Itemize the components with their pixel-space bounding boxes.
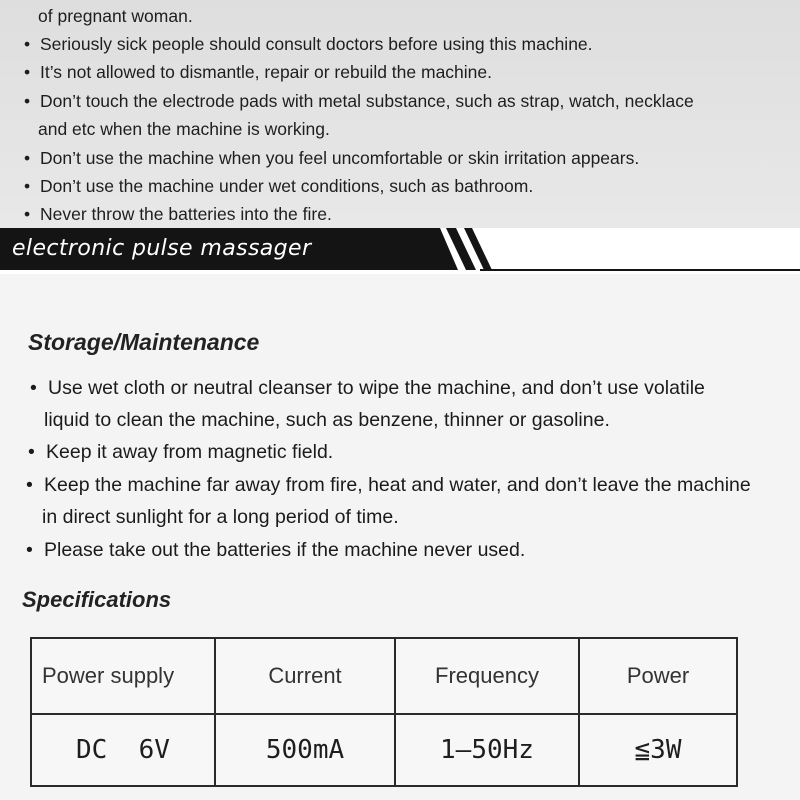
list-item: • Don’t use the machine when you feel uncomfortable or skin irritation appears. xyxy=(40,147,639,169)
banner-stripes-decoration xyxy=(420,228,800,274)
list-item: • Don’t use the machine under wet conditions, such as bathroom. xyxy=(40,175,533,197)
storage-heading: Storage/Maintenance xyxy=(28,329,260,355)
table-header-row xyxy=(31,638,737,714)
specifications-table xyxy=(30,637,738,787)
list-item-continuation: liquid to clean the machine, such as benzene, thinner or gasoline. xyxy=(44,409,610,431)
list-item: • Seriously sick people should consult doctors before using this machine. xyxy=(40,33,593,55)
list-item: • Keep it away from magnetic field. xyxy=(46,440,333,464)
list-item: • It’s not allowed to dismantle, repair or rebuild the machine. xyxy=(40,61,492,83)
table-cell: 500mA xyxy=(215,714,395,786)
list-item: • Never throw the batteries into the fire. xyxy=(40,203,332,225)
table-header-cell: Current xyxy=(215,638,395,714)
table-row xyxy=(31,714,737,786)
table-cell: DC 6V xyxy=(31,714,215,786)
table-cell: ≦3W xyxy=(579,714,737,786)
continuation-text: of pregnant woman. xyxy=(38,6,193,26)
list-item: • Don’t touch the electrode pads with metal substance, such as strap, watch, necklace xyxy=(40,90,694,112)
list-item: • Please take out the batteries if the machine never used. xyxy=(44,538,525,562)
table-header-cell: Power supply xyxy=(31,638,215,714)
banner-title: electronic pulse massager xyxy=(12,236,312,261)
previous-page-section xyxy=(0,0,800,228)
specifications-heading: Specifications xyxy=(22,587,172,612)
table-header-cell: Frequency xyxy=(395,638,579,714)
list-item-continuation: in direct sunlight for a long period of time. xyxy=(42,506,399,528)
list-item-continuation: and etc when the machine is working. xyxy=(38,119,330,139)
section-banner xyxy=(0,228,800,274)
list-item: • Keep the machine far away from fire, heat and water, and don’t leave the machine xyxy=(44,473,751,497)
list-item: • Use wet cloth or neutral cleanser to wipe the machine, and don’t use volatile xyxy=(48,376,705,400)
table-cell: 1–50Hz xyxy=(395,714,579,786)
table-header-cell: Power xyxy=(579,638,737,714)
